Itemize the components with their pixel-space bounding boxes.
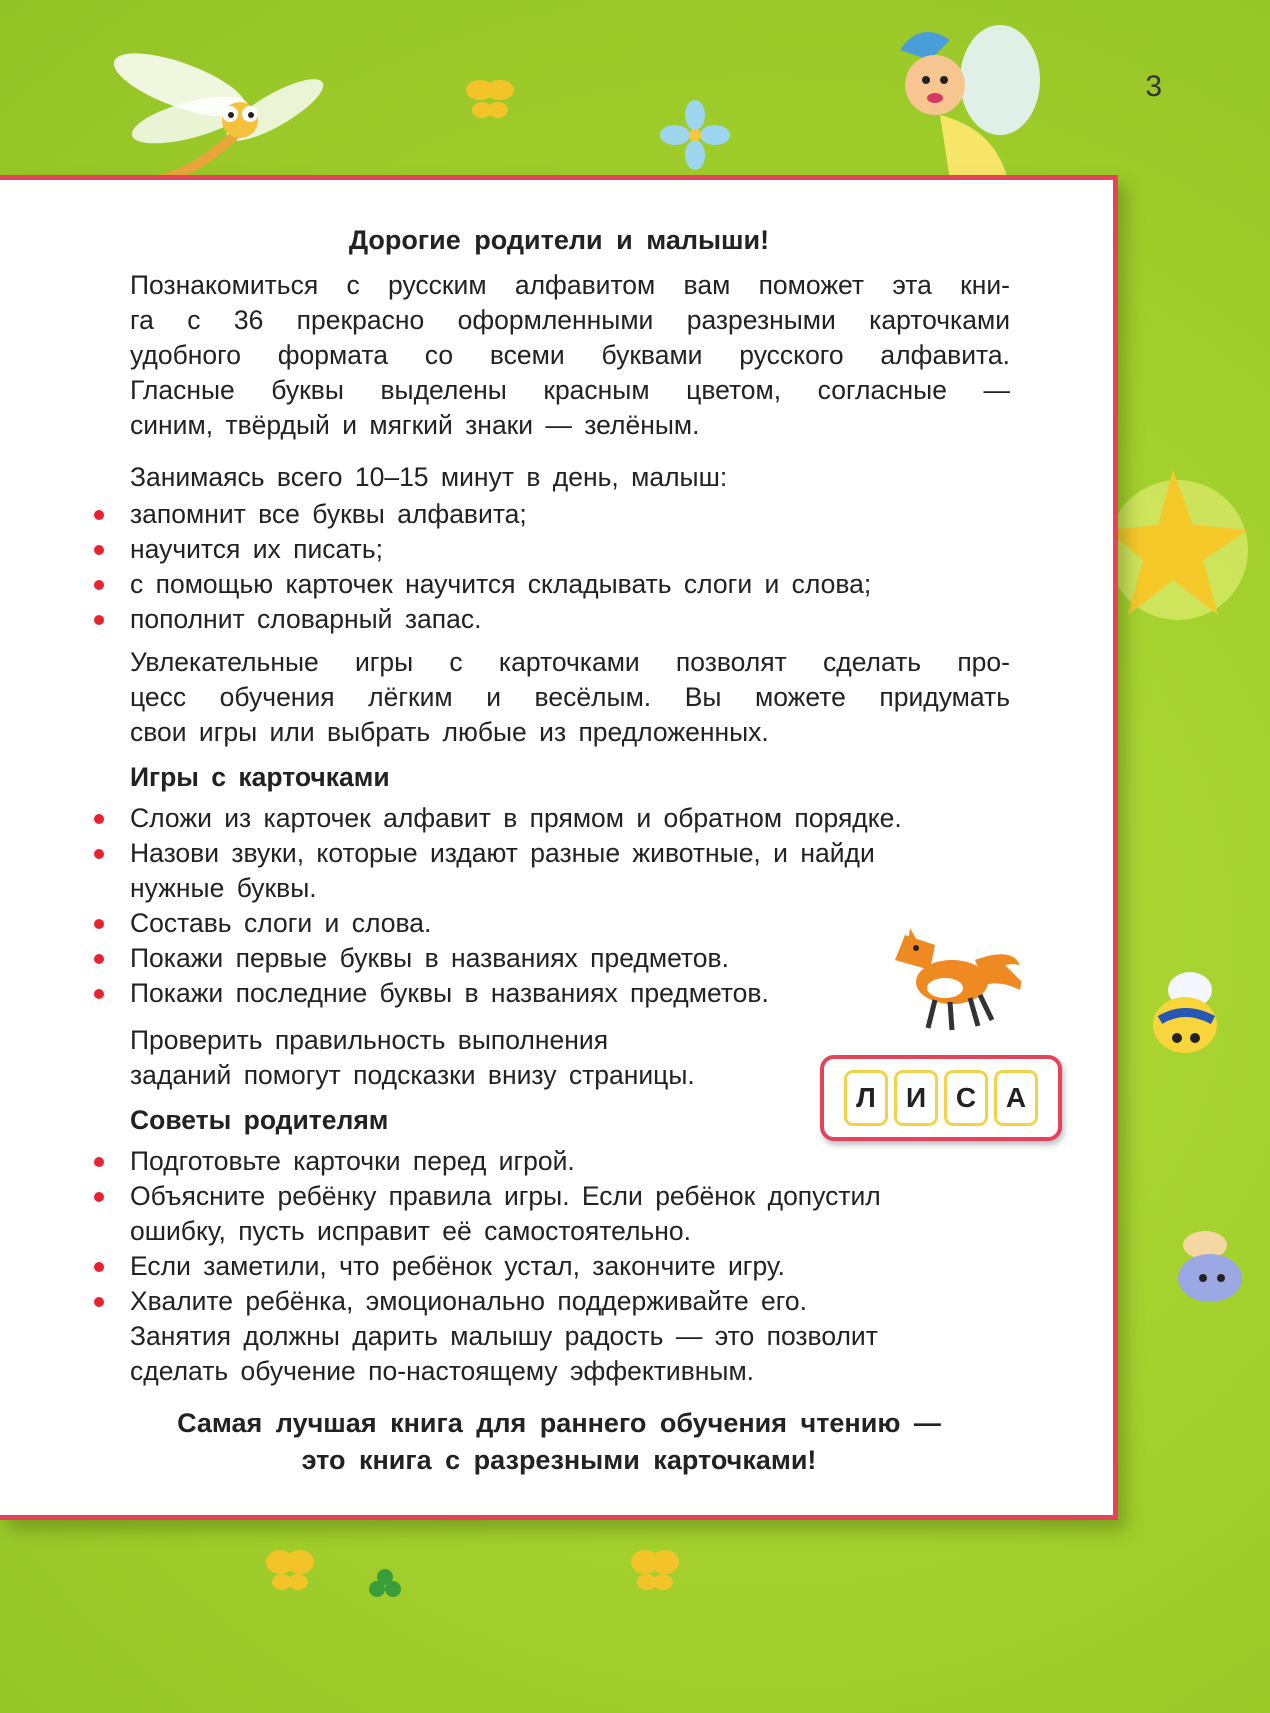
closing-line: это книга с разрезными карточками! [301,1445,817,1475]
skills-list [0,497,1040,637]
clover-icon [365,1565,405,1605]
list-item: Объясните ребёнку правила игры. Если ребёнок допустил [0,1179,1040,1214]
closing-text [0,1405,1118,1479]
star-illustration [1118,460,1270,640]
word-tiles [820,1055,1062,1141]
tips-heading: Советы родителям [130,1105,389,1135]
fox-illustration [880,920,1040,1045]
butterfly-bottom-1-icon [260,1540,320,1600]
butterfly-bottom-2-icon [625,1540,685,1600]
list-item: Составь слоги и слова. [0,906,1040,941]
list-item: Хвалите ребёнка, эмоционально поддерживайте его. [0,1284,1040,1319]
list-item: пополнит словарный запас. [0,602,1040,637]
daily-text: Занимаясь всего 10–15 минут в день, малыш: [130,462,728,492]
dragonfly-illustration [90,40,340,190]
intro-line: Гласные буквы выделены красным цветом, согласные — [130,375,1010,405]
butterfly-icon [460,70,520,130]
page-number: 3 [1145,70,1162,103]
intro-line: Познакомиться с русским алфавитом вам поможет эта кни- [130,270,1010,300]
letter-tile: Л [844,1070,888,1126]
games-intro-line: свои игры или выбрать любые из предложенных. [130,717,769,747]
intro-line: га с 36 прекрасно оформленными разрезными карточками [130,305,1010,335]
closing-line: Самая лучшая книга для раннего обучения чтению — [177,1408,941,1438]
bug-illustration [1165,1220,1260,1315]
bee-illustration [1135,960,1245,1070]
list-item: Покажи последние буквы в названиях предметов. [0,976,1040,1011]
letter-tile: И [894,1070,938,1126]
intro-line: синим, твёрдый и мягкий знаки — зелёным. [130,410,700,440]
check-line: заданий помогут подсказки внизу страницы. [130,1060,695,1090]
list-item: Подготовьте карточки перед игрой. [0,1144,1040,1179]
list-item-continuation: нужные буквы. [130,873,317,903]
games-intro-paragraph [130,645,1010,750]
letter-tile: С [944,1070,988,1126]
tips-list [0,1144,1040,1389]
list-item: с помощью карточек научится складывать слоги и слова; [0,567,1040,602]
list-item: Покажи первые буквы в названиях предметов. [0,941,1040,976]
letter-tile: А [994,1070,1038,1126]
list-item-continuation: Занятия должны дарить малышу радость — это позволит [130,1321,878,1351]
list-item: Если заметили, что ребёнок устал, закончите игру. [0,1249,1040,1284]
list-item: Назови звуки, которые издают разные животные, и найди [0,836,1040,871]
list-item-continuation: сделать обучение по-настоящему эффективным. [130,1356,755,1386]
list-item: научится их писать; [0,532,1040,567]
intro-paragraph [130,268,1010,443]
flower-icon [660,100,730,170]
games-intro-line: Увлекательные игры с карточками позволят сделать про- [130,647,1010,677]
list-item: запомнит все буквы алфавита; [0,497,1040,532]
list-item-continuation: ошибку, пусть исправит её самостоятельно. [130,1216,691,1246]
check-line: Проверить правильность выполнения [130,1025,609,1055]
list-item: Сложи из карточек алфавит в прямом и обратном порядке. [0,801,1040,836]
games-heading: Игры с карточками [130,762,390,792]
intro-line: удобного формата со всеми буквами русского алфавита. [130,340,1010,370]
games-intro-line: цесс обучения лёгким и весёлым. Вы можете придумать [130,682,1010,712]
page-title: Дорогие родители и малыши! [348,225,770,255]
